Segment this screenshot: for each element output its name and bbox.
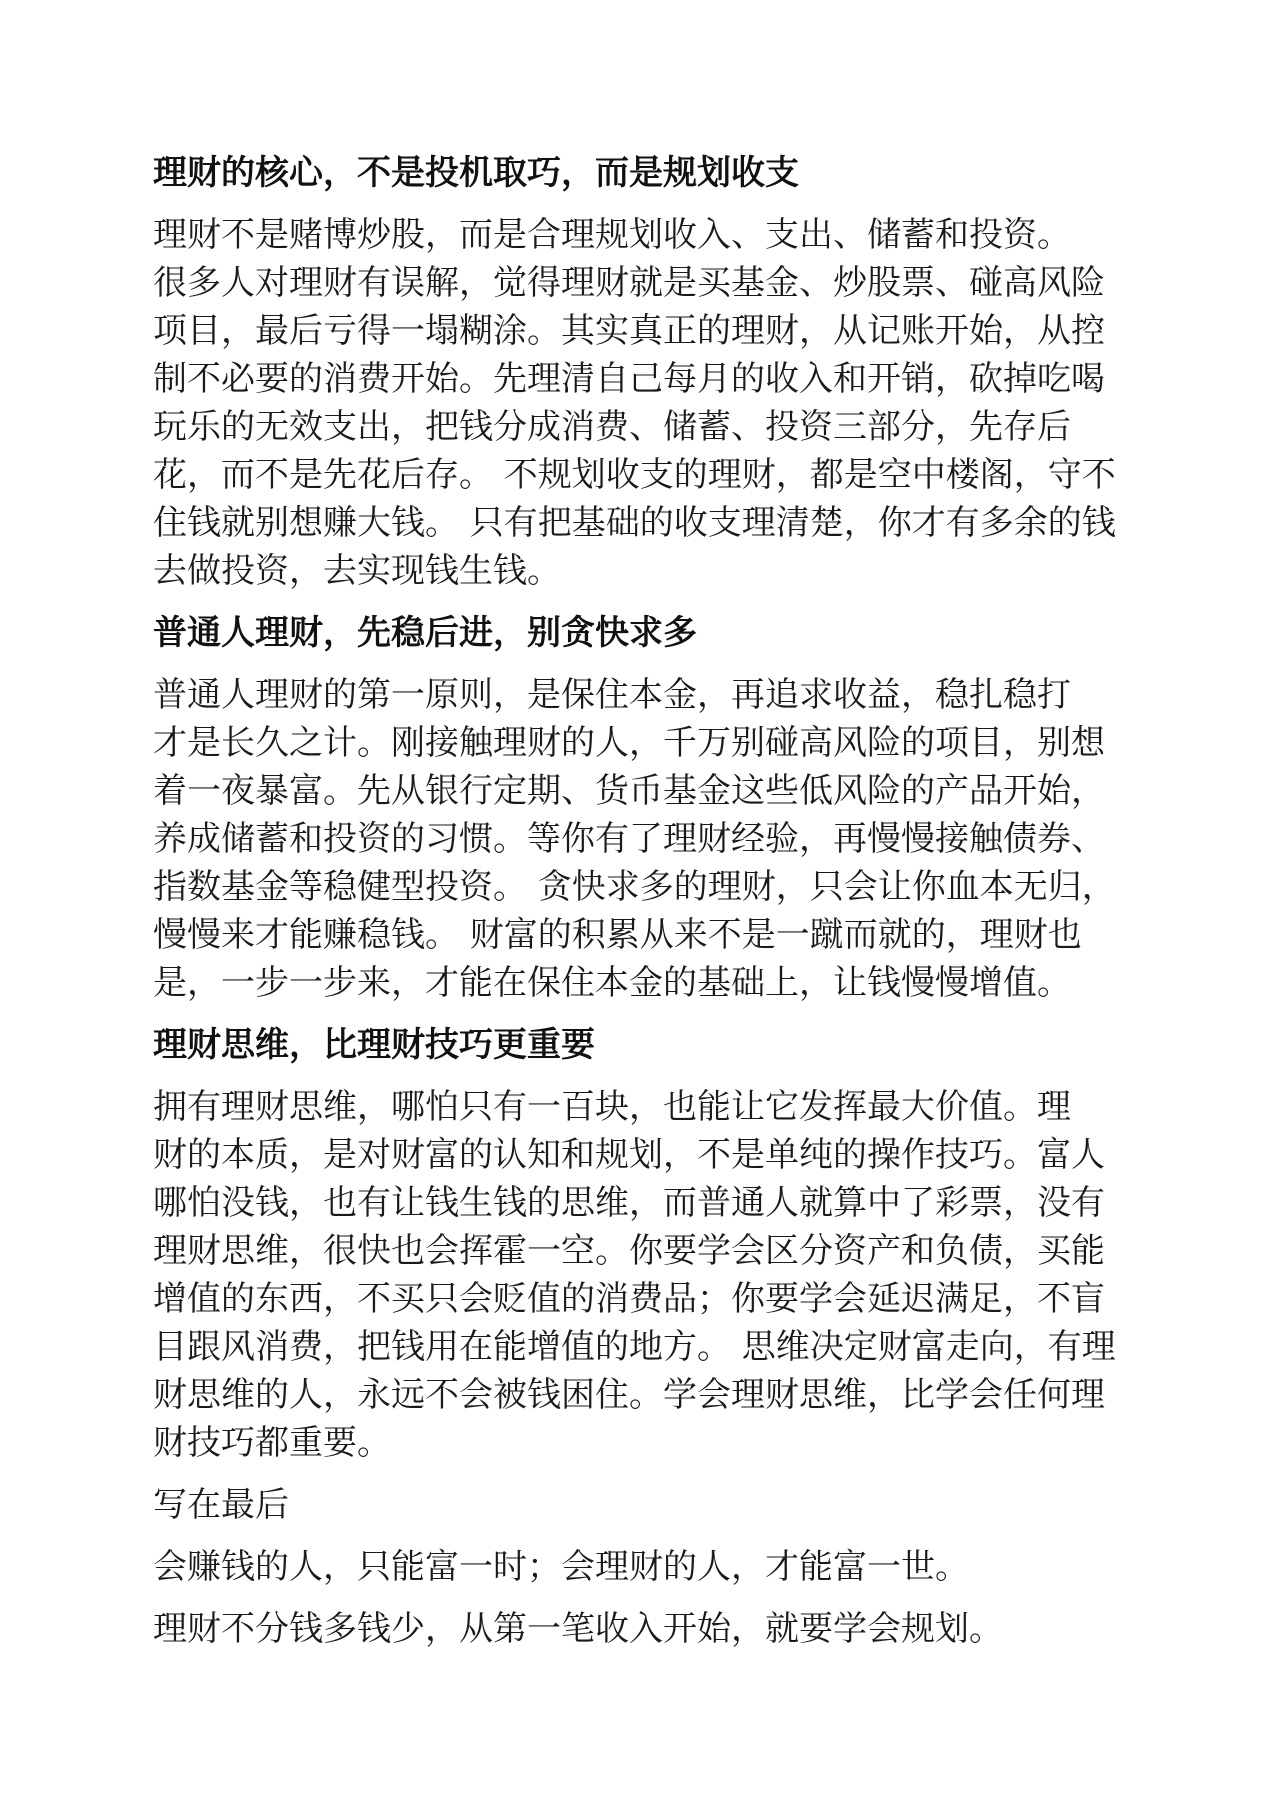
text-line: 理财不分钱多钱少，从第一笔收入开始，就要学会规划。 xyxy=(153,1609,1003,1649)
text-line: 慢慢来才能赚稳钱。 财富的积累从来不是一蹴而就的，理财也 xyxy=(153,915,1082,955)
text-line: 住钱就别想赚大钱。 只有把基础的收支理清楚，你才有多余的钱 xyxy=(153,503,1116,543)
text-line: 很多人对理财有误解，觉得理财就是买基金、炒股票、碰高风险 xyxy=(153,263,1105,303)
text-line: 指数基金等稳健型投资。 贪快求多的理财，只会让你血本无归， xyxy=(153,867,1116,907)
text-line: 会赚钱的人，只能富一时；会理财的人，才能富一世。 xyxy=(153,1547,969,1587)
closing-title-text: 写在最后 xyxy=(153,1485,289,1525)
paragraph xyxy=(153,259,1273,595)
text-line: 花，而不是先花后存。 不规划收支的理财，都是空中楼阁，守不 xyxy=(153,455,1116,495)
text-line: 是，一步一步来，才能在保住本金的基础上，让钱慢慢增值。 xyxy=(153,963,1071,1003)
text-line: 财技巧都重要。 xyxy=(153,1423,391,1463)
text-line: 养成储蓄和投资的习惯。等你有了理财经验，再慢慢接触债券、 xyxy=(153,819,1105,859)
text-line: 去做投资，去实现钱生钱。 xyxy=(153,551,561,591)
text-line: 着一夜暴富。先从银行定期、货币基金这些低风险的产品开始， xyxy=(153,771,1105,811)
section-heading: 普通人理财，先稳后进，别贪快求多 xyxy=(153,613,697,653)
closing-paragraph xyxy=(153,1543,1273,1591)
text-line: 拥有理财思维，哪怕只有一百块，也能让它发挥最大价值。理 xyxy=(153,1087,1071,1127)
text-line: 财思维的人，永远不会被钱困住。学会理财思维，比学会任何理 xyxy=(153,1375,1105,1415)
text-line: 哪怕没钱，也有让钱生钱的思维，而普通人就算中了彩票，没有 xyxy=(153,1183,1105,1223)
text-line: 项目，最后亏得一塌糊涂。其实真正的理财，从记账开始，从控 xyxy=(153,311,1105,351)
section-heading: 理财的核心，不是投机取巧，而是规划收支 xyxy=(153,153,799,193)
text-line: 才是长久之计。刚接触理财的人，千万别碰高风险的项目，别想 xyxy=(153,723,1105,763)
closing-paragraph xyxy=(153,1605,1273,1653)
text-line: 增值的东西，不买只会贬值的消费品；你要学会延迟满足，不盲 xyxy=(153,1279,1105,1319)
section-heading: 理财思维，比理财技巧更重要 xyxy=(153,1025,595,1065)
text-line: 理财不是赌博炒股，而是合理规划收入、支出、储蓄和投资。 xyxy=(153,215,1071,255)
paragraph xyxy=(153,211,1273,259)
text-line: 目跟风消费，把钱用在能增值的地方。 思维决定财富走向，有理 xyxy=(153,1327,1116,1367)
text-line: 财的本质，是对财富的认知和规划，不是单纯的操作技巧。富人 xyxy=(153,1135,1105,1175)
text-line: 玩乐的无效支出，把钱分成消费、储蓄、投资三部分，先存后 xyxy=(153,407,1071,447)
closing-title xyxy=(153,1481,1273,1529)
text-line: 制不必要的消费开始。先理清自己每月的收入和开销，砍掉吃喝 xyxy=(153,359,1105,399)
text-line: 普通人理财的第一原则，是保住本金，再追求收益，稳扎稳打 xyxy=(153,675,1071,715)
paragraph xyxy=(153,671,1273,1007)
text-line: 理财思维，很快也会挥霍一空。你要学会区分资产和负债，买能 xyxy=(153,1231,1105,1271)
paragraph xyxy=(153,1083,1273,1467)
